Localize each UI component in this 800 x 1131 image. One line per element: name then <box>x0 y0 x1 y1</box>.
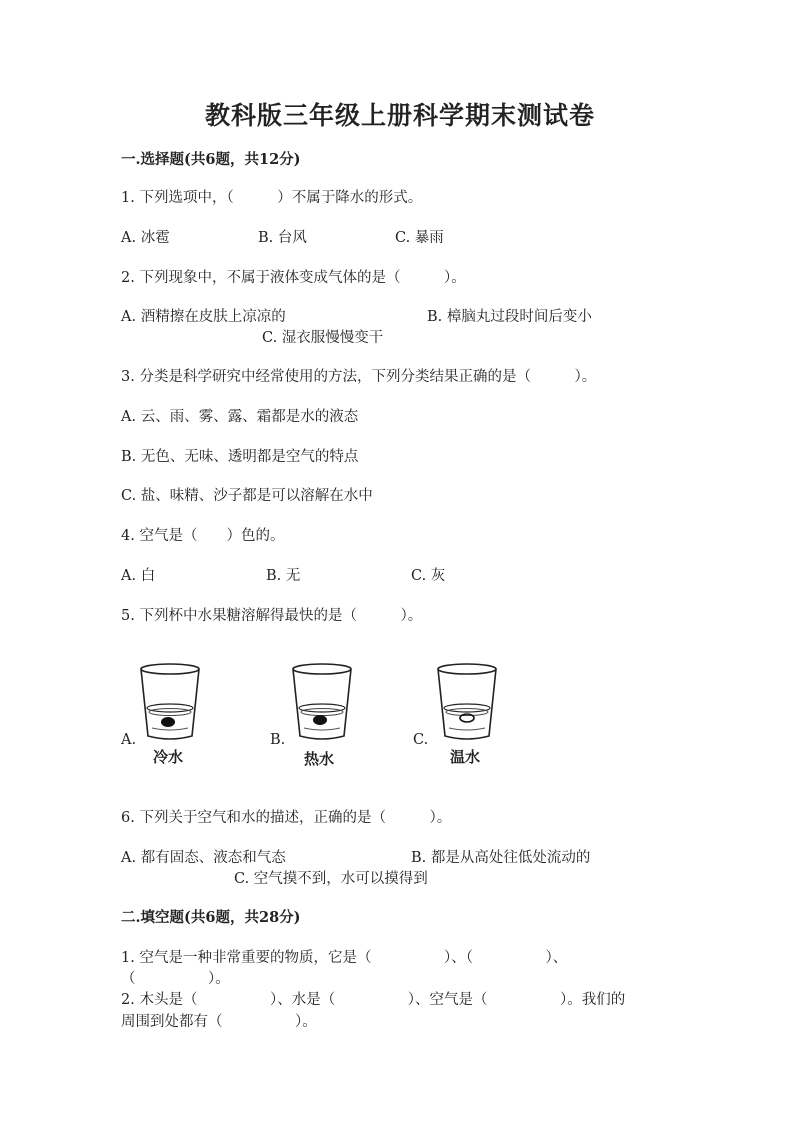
question-6-option-b: B. 都是从高处往低处流动的 <box>411 850 591 866</box>
question-3-option-c: C. 盐、味精、沙子都是可以溶解在水中 <box>121 488 373 504</box>
question-5-option-c: C. <box>413 732 429 748</box>
fill-question-1-line-2: （ ）。 <box>121 971 230 987</box>
question-6-option-a: A. 都有固态、液态和气态 <box>121 850 286 866</box>
hot-water-caption: 热水 <box>304 750 335 768</box>
cold-water-caption: 冷水 <box>153 748 184 766</box>
fill-question-2-line-1: 2. 木头是（ ）、水是（ ）、空气是（ ）。我们的 <box>121 992 626 1008</box>
question-4-option-a: A. 白 <box>121 568 156 584</box>
fill-question-1-line-1: 1. 空气是一种非常重要的物质，它是（ ）、（ ）、 <box>121 950 568 966</box>
question-1-option-a: A. 冰雹 <box>121 230 170 246</box>
question-3-stem: 3. 分类是科学研究中经常使用的方法，下列分类结果正确的是（ ）。 <box>121 369 597 385</box>
cold-water-cup-icon <box>138 662 202 742</box>
question-2-option-a: A. 酒精擦在皮肤上凉凉的 <box>121 309 286 325</box>
page-title: 教科版三年级上册科学期末测试卷 <box>204 101 595 130</box>
fill-question-2-line-2: 周围到处都有（ ）。 <box>121 1014 317 1030</box>
question-1-stem: 1. 下列选项中，（ ）不属于降水的形式。 <box>121 190 423 206</box>
hot-water-cup-icon <box>290 662 354 742</box>
question-1-option-b: B. 台风 <box>258 230 307 246</box>
question-4-option-b: B. 无 <box>266 568 301 584</box>
warm-water-caption: 温水 <box>450 748 481 766</box>
question-1-option-c: C. 暴雨 <box>395 230 444 246</box>
question-2-option-b: B. 樟脑丸过段时间后变小 <box>427 309 592 325</box>
question-3-option-b: B. 无色、无味、透明都是空气的特点 <box>121 449 359 465</box>
question-2-option-c: C. 湿衣服慢慢变干 <box>262 330 384 346</box>
warm-water-cup-icon <box>435 662 499 742</box>
section-heading-fill: 二.填空题(共6题，共28分) <box>121 909 301 926</box>
question-6-stem: 6. 下列关于空气和水的描述，正确的是（ ）。 <box>121 810 452 826</box>
section-heading-choice: 一.选择题(共6题，共12分) <box>121 151 301 168</box>
question-3-option-a: A. 云、雨、雾、露、霜都是水的液态 <box>121 409 359 425</box>
question-5-stem: 5. 下列杯中水果糖溶解得最快的是（ ）。 <box>121 608 423 624</box>
question-5-option-b: B. <box>270 732 286 748</box>
question-4-stem: 4. 空气是（ ）色的。 <box>121 528 285 544</box>
question-2-stem: 2. 下列现象中，不属于液体变成气体的是（ ）。 <box>121 270 466 286</box>
question-5-option-a: A. <box>121 732 137 748</box>
question-6-option-c: C. 空气摸不到，水可以摸得到 <box>234 871 428 887</box>
question-4-option-c: C. 灰 <box>411 568 446 584</box>
